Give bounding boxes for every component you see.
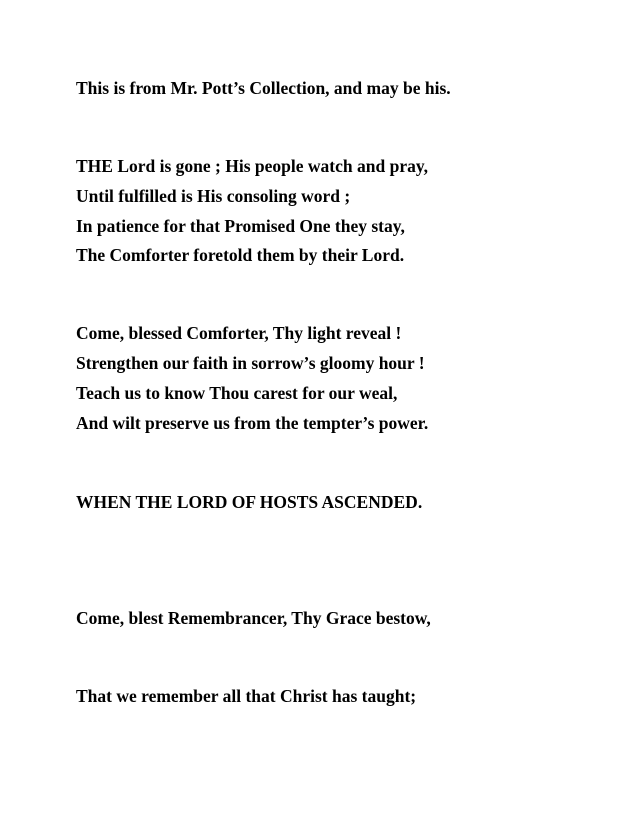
stanza-1-line-4: The Comforter foretold them by their Lord.: [76, 245, 405, 265]
section-heading: WHEN THE LORD OF HOSTS ASCENDED.: [76, 492, 423, 512]
stanza-3-line-1: Come, blest Remembrancer, Thy Grace bestow,: [76, 608, 431, 628]
stanza-2-line-1: Come, blessed Comforter, Thy light reveal !: [76, 323, 402, 343]
source-note: This is from Mr. Pott’s Collection, and may be his.: [76, 78, 451, 98]
stanza-2-line-2: Strengthen our faith in sorrow’s gloomy hour !: [76, 353, 425, 373]
stanza-3-line-2: That we remember all that Christ has taught;: [76, 686, 417, 706]
stanza-1-line-2: Until fulfilled is His consoling word ;: [76, 186, 351, 206]
stanza-2-line-3: Teach us to know Thou carest for our weal,: [76, 383, 398, 403]
stanza-1-line-1: THE Lord is gone ; His people watch and pray,: [76, 156, 428, 176]
stanza-2-line-4: And wilt preserve us from the tempter’s power.: [76, 413, 429, 433]
stanza-1-line-3: In patience for that Promised One they stay,: [76, 216, 405, 236]
